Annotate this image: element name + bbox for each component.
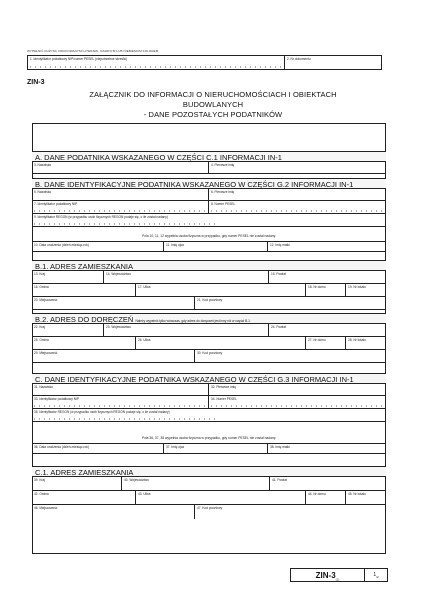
section-a-header: A. DANE PODATNIKA WSKAZANEGO W CZĘŚCI C.1 INFORMACJI IN-1	[32, 151, 386, 162]
field-14-label: 14. Województwo	[106, 272, 131, 276]
field-38-mother-name[interactable]	[268, 444, 386, 453]
field-37-father-name[interactable]	[164, 444, 268, 453]
field-44-label: 44. Nr domu	[308, 492, 326, 496]
taxpayer-id-field[interactable]	[28, 56, 285, 69]
field-24-label: 24. Powiat	[271, 325, 286, 329]
field-9-regon[interactable]	[32, 214, 386, 226]
field-4-label: 4. Pierwsze imię	[211, 163, 235, 167]
section-b-header: B. DANE IDENTYFIKACYJNE PODATNIKA WSKAZANEGO W CZĘŚCI G.2 INFORMACJI IN-1	[32, 178, 386, 189]
field-6-label: 6. Pierwsze imię	[211, 190, 235, 194]
document-number-field[interactable]	[285, 56, 381, 69]
field-32-first-name[interactable]	[209, 384, 386, 395]
field-7-label: 7. Identyfikator podatkowy NIP	[34, 202, 78, 206]
field-5-surname[interactable]	[32, 189, 209, 200]
field-23-label: 23. Województwo	[106, 325, 131, 329]
field-33-label: 33. Identyfikator podatkowy NIP	[34, 397, 80, 401]
field-16-label: 16. Gmina	[34, 285, 49, 289]
header-id-box	[27, 55, 382, 70]
field-13-label: 13. Kraj	[34, 272, 45, 276]
field-4-first-name[interactable]	[209, 162, 386, 173]
section-b2-header	[32, 313, 386, 324]
section-c1-row-2	[32, 491, 386, 505]
field-16-municipality[interactable]	[32, 284, 136, 296]
field-10-label: 10. Data urodzenia (dzień-miesiąc-rok)	[34, 243, 89, 247]
field-9-label: 9. Identyfikator REGON (w przypadku osób fizycznych REGON podaje się, o ile został nadany)	[34, 215, 168, 219]
field-47-postal-code[interactable]	[195, 505, 386, 519]
field-40-voivodeship[interactable]	[122, 477, 270, 490]
digit-ticks	[30, 66, 282, 68]
field-19-label: 19. Nr lokalu	[348, 285, 366, 289]
field-12-label: 12. Imię matki	[270, 243, 290, 247]
digit-ticks	[34, 223, 216, 225]
field-41-label: 41. Powiat	[272, 478, 287, 482]
section-c-row-4	[32, 443, 386, 454]
title-line-1: ZAŁĄCZNIK DO INFORMACJI O NIERUCHOMOŚCIACH I OBIEKTACH BUDOWLANYCH	[89, 90, 337, 109]
field-34-pesel[interactable]	[209, 396, 386, 408]
section-c-note: Pola 36, 37, 38 wypełnia osoba fizyczna w przypadku, gdy numer PESEL nie został nadany.	[141, 436, 277, 440]
field-7-nip[interactable]	[32, 201, 209, 213]
digit-ticks	[34, 418, 216, 420]
field-11-label: 11. Imię ojca	[166, 243, 184, 247]
field-28-flat-number[interactable]	[346, 337, 386, 349]
digit-ticks	[34, 405, 206, 407]
fill-instruction: WYPEŁNIĆ DUŻYMI, DRUKOWANYMI LITERAMI, CZARNYM LUB NIEBIESKIM KOLOREM	[27, 49, 159, 53]
field-35-label: 35. Identyfikator REGON (w przypadku osób fizycznych REGON podaje się, o ile został nadany)	[34, 410, 170, 414]
field-41-county[interactable]	[270, 477, 386, 490]
section-c-row-3	[32, 409, 386, 422]
section-b1-row-2	[32, 284, 386, 297]
field-23-voivodeship[interactable]	[104, 324, 269, 336]
field-30-postal-code[interactable]	[195, 350, 386, 362]
form-footer	[290, 568, 388, 582]
section-b1-row-1	[32, 271, 386, 284]
section-b1-row-3	[32, 297, 386, 310]
field-30-label: 30. Kod pocztowy	[197, 351, 223, 355]
field-43-label: 43. Ulica	[138, 492, 151, 496]
field-24-county[interactable]	[269, 324, 386, 336]
field-3-label: 3. Nazwisko	[34, 163, 52, 167]
field-31-surname[interactable]	[32, 384, 209, 395]
field-20-label: 20. Miejscowość	[34, 298, 58, 302]
field-22-country[interactable]	[32, 324, 104, 336]
field-34-label: 34. Numer PESEL	[211, 397, 238, 401]
field-22-label: 22. Kraj	[34, 325, 45, 329]
document-number-label: 2. Nr dokumentu	[287, 57, 311, 61]
field-36-birth-date[interactable]	[32, 444, 164, 453]
page-number	[365, 572, 387, 579]
page-title	[60, 90, 366, 120]
section-c-row-1	[32, 384, 386, 396]
field-18-house-number[interactable]	[306, 284, 346, 296]
section-b2-row-3	[32, 350, 386, 363]
page-current: 1	[373, 571, 377, 578]
field-8-label: 8. Numer PESEL	[211, 202, 236, 206]
field-13-country[interactable]	[32, 271, 104, 283]
field-33-nip[interactable]	[32, 396, 209, 408]
section-c1-header: C.1. ADRES ZAMIESZKANIA	[32, 466, 386, 477]
digit-ticks	[211, 405, 384, 407]
field-19-flat-number[interactable]	[346, 284, 386, 296]
digit-ticks	[34, 210, 206, 212]
field-25-municipality[interactable]	[32, 337, 136, 349]
form-code: ZIN-3	[27, 79, 45, 86]
section-c-header: C. DANE IDENTYFIKACYJNE PODATNIKA WSKAZANEGO W CZĘŚCI G.3 INFORMACJI IN-1	[32, 373, 386, 384]
section-b-row-4	[32, 241, 386, 252]
field-18-label: 18. Nr domu	[308, 285, 326, 289]
field-29-label: 29. Miejscowość	[34, 351, 58, 355]
field-10-birth-date[interactable]	[32, 242, 164, 251]
field-46-town[interactable]	[32, 505, 195, 519]
field-3-surname[interactable]	[32, 162, 209, 173]
field-46-label: 46. Miejscowość	[34, 506, 58, 510]
field-42-label: 42. Gmina	[34, 492, 49, 496]
field-27-house-number[interactable]	[306, 337, 346, 349]
section-b1-header: B.1. ADRES ZAMIESZKANIA	[32, 260, 386, 271]
digit-ticks	[211, 210, 384, 212]
field-12-mother-name[interactable]	[268, 242, 386, 251]
field-36-label: 36. Data urodzenia (dzień-miesiąc-rok)	[34, 445, 89, 449]
field-39-country[interactable]	[32, 477, 122, 490]
field-17-label: 17. Ulica	[138, 285, 151, 289]
field-17-street[interactable]	[136, 284, 306, 296]
section-b2-title: B.2. ADRES DO DORĘCZEŃ	[35, 315, 134, 324]
field-27-label: 27. Nr domu	[308, 338, 326, 342]
field-32-label: 32. Pierwsze imię	[211, 385, 236, 389]
section-b2-row-2	[32, 337, 386, 350]
field-43-street[interactable]	[136, 491, 306, 504]
field-11-father-name[interactable]	[164, 242, 268, 251]
field-40-label: 40. Województwo	[124, 478, 149, 482]
section-c1-row-1	[32, 477, 386, 491]
field-44-house-number[interactable]	[306, 491, 346, 504]
section-b-row-3	[32, 214, 386, 227]
field-28-label: 28. Nr lokalu	[348, 338, 366, 342]
field-47-label: 47. Kod pocztowy	[197, 506, 223, 510]
section-b2-subtitle: Należy wypełnić tylko wówczas, gdy adres do doręczeń jest inny niż w części B.1.	[135, 319, 251, 323]
field-6-first-name[interactable]	[209, 189, 386, 200]
taxpayer-id-label: 1. Identyfikator podatkowy NIP/numer PESEL (niepotrzebne skreślić)	[30, 57, 128, 61]
section-b-row-2	[32, 201, 386, 214]
field-31-label: 31. Nazwisko	[34, 385, 53, 389]
field-5-label: 5. Nazwisko	[34, 190, 52, 194]
field-39-label: 39. Kraj	[34, 478, 45, 482]
title-line-2: - DANE POZOSTAŁYCH PODATNIKÓW	[143, 110, 283, 119]
section-b-row-1	[32, 189, 386, 201]
field-26-label: 26. Ulica	[138, 338, 151, 342]
section-a-row	[32, 162, 386, 174]
field-25-label: 25. Gmina	[34, 338, 49, 342]
field-15-label: 15. Powiat	[271, 272, 286, 276]
field-35-regon[interactable]	[32, 409, 386, 421]
section-b2-row-1	[32, 324, 386, 337]
section-c1-row-3	[32, 505, 386, 519]
field-15-county[interactable]	[269, 271, 386, 283]
footer-version: (1)	[335, 577, 340, 582]
field-8-pesel[interactable]	[209, 201, 386, 213]
field-37-label: 37. Imię ojca	[166, 445, 185, 449]
field-45-label: 45. Nr lokalu	[348, 492, 366, 496]
footer-code-text: ZIN-3	[315, 571, 336, 580]
page-total: /2	[376, 574, 379, 579]
field-29-town[interactable]	[32, 350, 195, 362]
field-21-label: 21. Kod pocztowy	[197, 298, 223, 302]
field-21-postal-code[interactable]	[195, 297, 386, 309]
field-26-street[interactable]	[136, 337, 306, 349]
field-42-municipality[interactable]	[32, 491, 136, 504]
field-38-label: 38. Imię matki	[270, 445, 290, 449]
section-c-row-2	[32, 396, 386, 409]
field-14-voivodeship[interactable]	[104, 271, 269, 283]
footer-form-code	[291, 569, 365, 581]
field-45-flat-number[interactable]	[346, 491, 386, 504]
section-b-note: Pola 10, 11, 12 wypełnia osoba fizyczna w przypadku, gdy numer PESEL nie został nadany.	[142, 234, 276, 238]
field-20-town[interactable]	[32, 297, 195, 309]
